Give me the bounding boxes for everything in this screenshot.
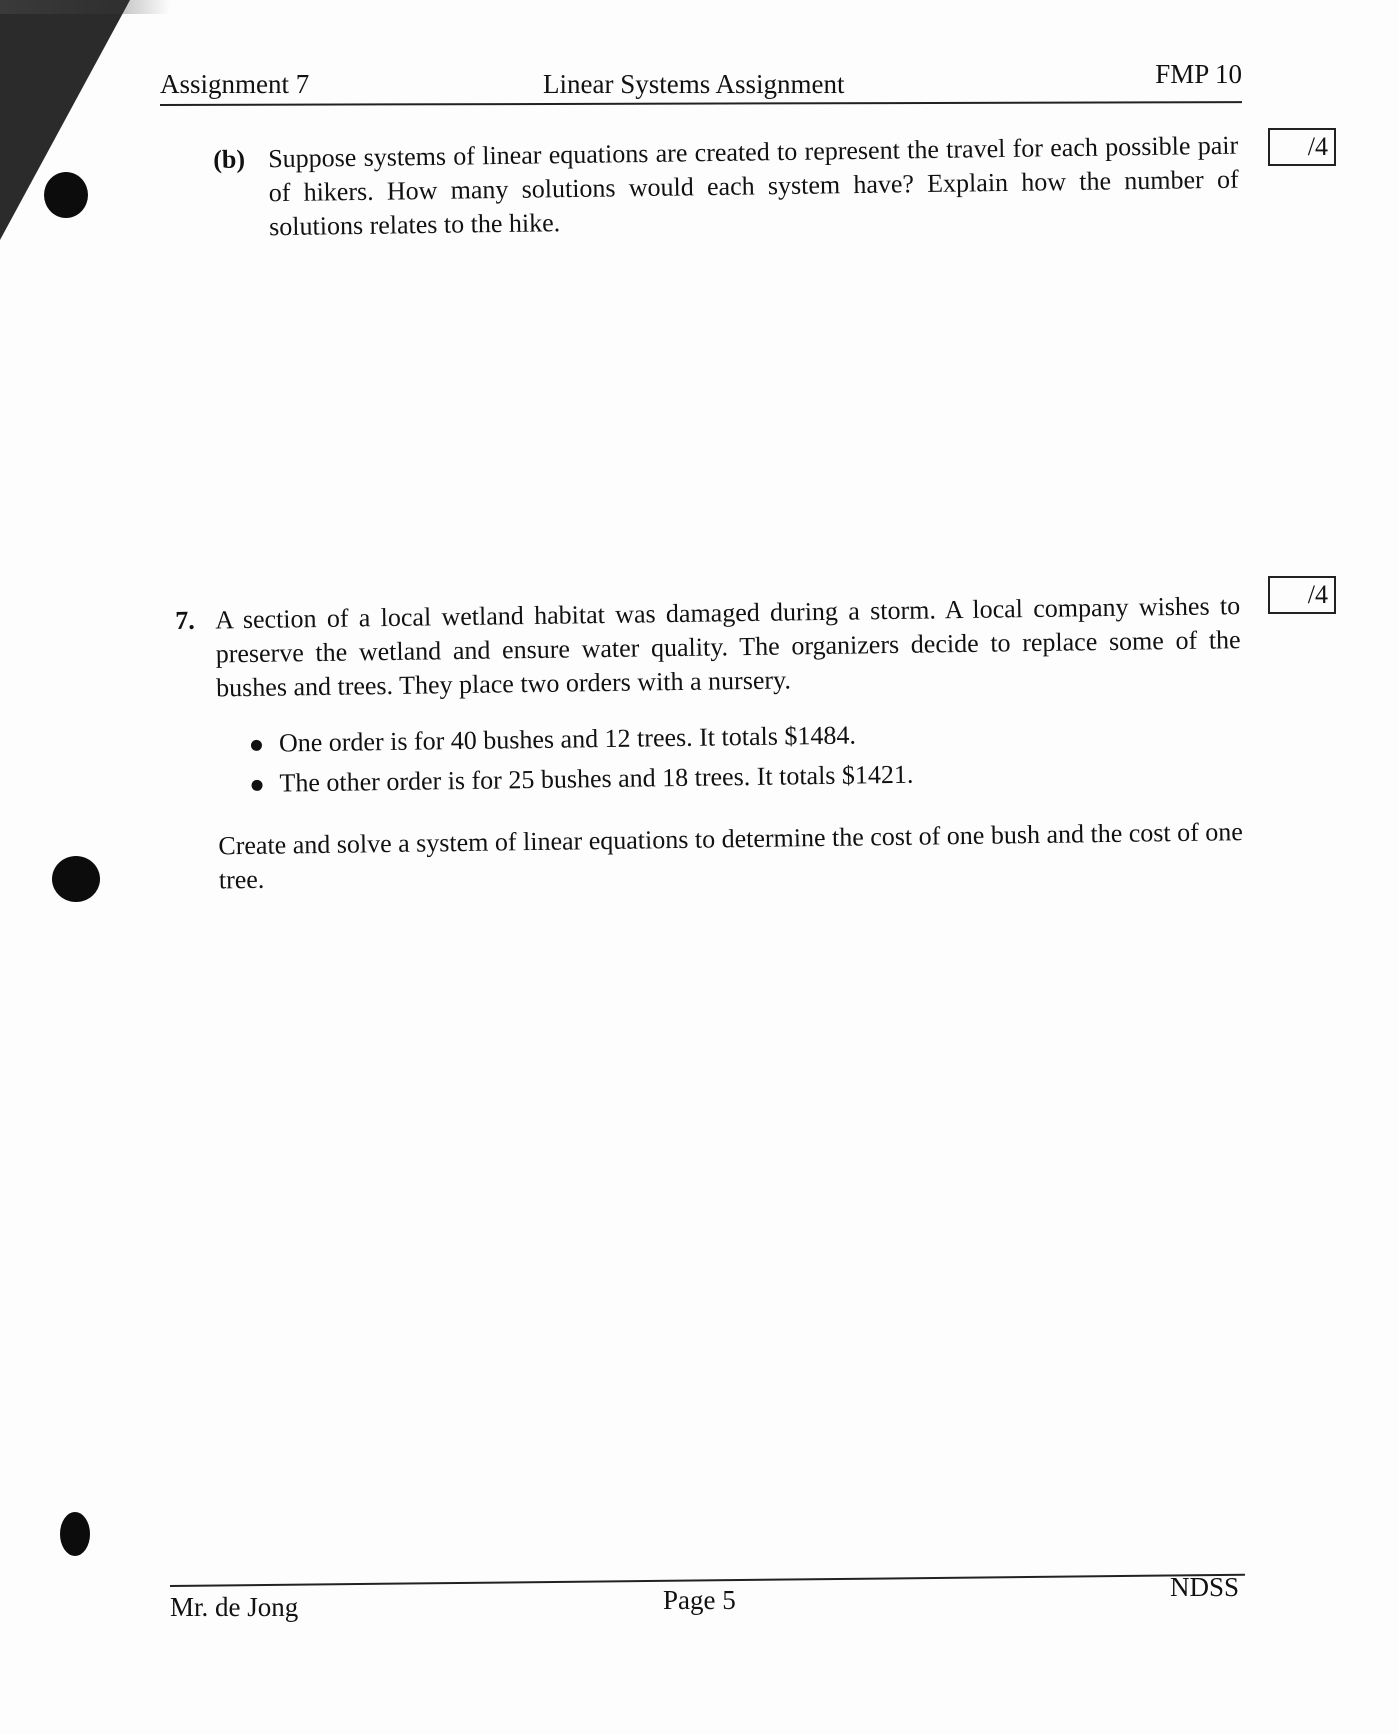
- teacher-name: Mr. de Jong: [170, 1592, 299, 1622]
- school-name: NDSS: [1170, 1572, 1240, 1602]
- punch-hole-middle: [52, 856, 100, 902]
- assignment-title: Linear Systems Assignment: [543, 69, 845, 99]
- list-item: One order is for 40 bushes and 12 trees. It totals $1484.: [249, 713, 1242, 761]
- question-text: A section of a local wetland habitat was damaged during a storm. A local company wishes to preserve the wetland and ensure water quality. The organizers decide to replace some of the bushes and trees. They place two orders with a nursery.: [215, 591, 1241, 703]
- punch-hole-bottom: [60, 1512, 90, 1556]
- order-list: [249, 713, 1243, 801]
- page-number: Page 5: [663, 1585, 736, 1615]
- question-label: 7.: [175, 605, 195, 635]
- punch-hole-top: [44, 172, 88, 218]
- question-7: [175, 589, 1244, 898]
- assignment-number: Assignment 7: [160, 69, 310, 99]
- marks-box-6b: /4: [1268, 128, 1336, 166]
- course-code: FMP 10: [1155, 59, 1242, 89]
- list-item: The other order is for 25 bushes and 18 trees. It totals $1421.: [249, 753, 1242, 801]
- page-header: [160, 59, 1242, 106]
- question-text: Suppose systems of linear equations are created to represent the travel for each possible pair of hikers. How many solutions would each system have? Explain how the number of solutions relates to the hike.: [268, 130, 1239, 242]
- question-instruction: Create and solve a system of linear equations to determine the cost of one bush and the cost of one tree.: [218, 817, 1244, 895]
- question-label: (b): [213, 144, 246, 174]
- marks-box-7: /4: [1268, 576, 1336, 614]
- page-edge-shadow: [0, 0, 170, 14]
- question-6b: [213, 129, 1239, 245]
